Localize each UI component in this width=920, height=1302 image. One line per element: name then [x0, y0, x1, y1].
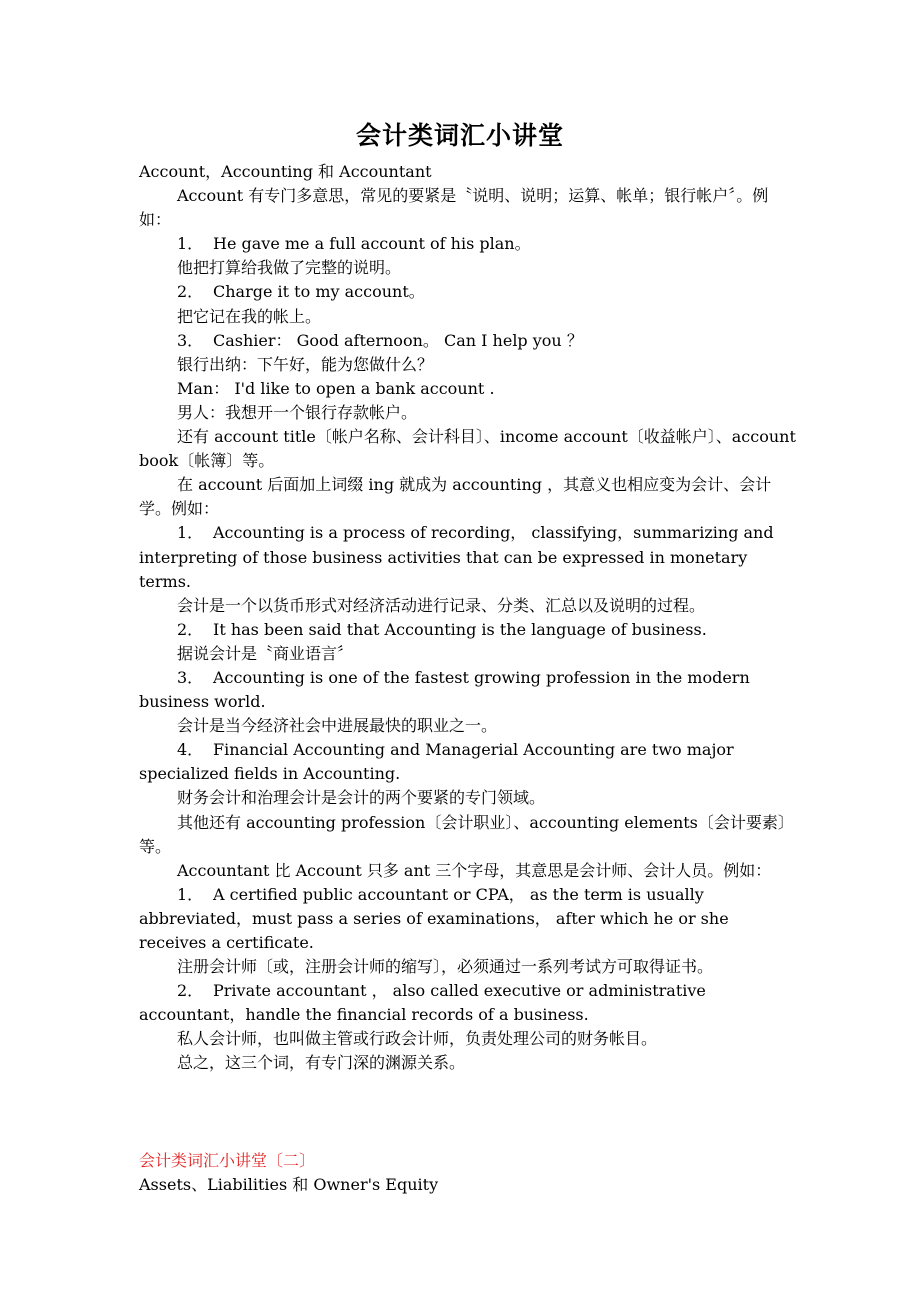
accountant-intro-paragraph: Accountant 比 Account 只多 ant 三个字母，其意思是会计师、会计人员。例如： [177, 860, 772, 880]
accounting-example-1-zh: 会计是一个以货币形式对经济活动进行记录、分类、汇总以及说明的过程。 [177, 595, 706, 615]
accountant-example-1-zh: 注册会计师〔或，注册会计师的缩写〕，必须通过一系列考试方可取得证书。 [177, 957, 714, 977]
accountant-example-2-zh: 私人会计师，也叫做主管或行政会计师，负责处理公司的财务帐目。 [177, 1029, 658, 1049]
accounting-intro-paragraph: 在 account 后面加上词缀 ing 就成为 accounting ，其意义也相应变为会计、会计学。例如： [139, 475, 772, 519]
account-example-3-zh2: 男人：我想开一个银行存款帐户。 [177, 402, 418, 422]
example-english: Cashier： Good afternoon。 Can I help you ？ [213, 330, 583, 350]
document-body [139, 160, 797, 1197]
accounting-example-2-en [139, 618, 797, 642]
account-example-2-en [139, 280, 797, 304]
summary-paragraph: 总之，这三个词，有专门深的渊源关系。 [177, 1053, 466, 1073]
account-example-2-zh: 把它记在我的帐上。 [177, 306, 322, 326]
account-example-1-zh: 他把打算给我做了完整的说明。 [177, 258, 402, 278]
account-example-3-en2: Man： I'd like to open a bank account . [177, 378, 495, 398]
example-number: 2． [177, 282, 204, 302]
page-title: 会计类词汇小讲堂 [355, 121, 564, 150]
example-english: Financial Accounting and Managerial Accounting are two major specialized fields in Accounting. [139, 740, 734, 784]
example-number: 2． [177, 981, 204, 1001]
section-2-title: 会计类词汇小讲堂〔二〕 [139, 1150, 316, 1170]
example-english: Accounting is one of the fastest growing profession in the modern business world. [139, 667, 750, 712]
accountant-example-2-en [139, 979, 797, 1027]
example-english: Accounting is a process of recording， classifying，summarizing and interpreting of those business activities that can be expressed in monetary terms. [139, 523, 774, 591]
example-number: 2． [177, 619, 204, 639]
accounting-example-3-en [139, 666, 797, 714]
example-number: 4． [177, 740, 204, 760]
account-intro-paragraph: Account 有专门多意思，常见的要紧是〝说明、说明；运算、帐单；银行帐户〞。例如： [139, 186, 769, 230]
example-english: Charge it to my account。 [213, 282, 425, 302]
accounting-others-paragraph: 其他还有 accounting profession〔会计职业〕、accounting elements〔会计要素〕等。 [139, 812, 794, 856]
example-english: It has been said that Accounting is the language of business. [213, 619, 707, 639]
accounting-example-3-zh: 会计是当今经济社会中进展最快的职业之一。 [177, 716, 498, 736]
example-number: 1． [177, 884, 204, 904]
section-2-heading: Assets、Liabilities 和 Owner's Equity [139, 1174, 439, 1194]
example-number: 1． [177, 523, 204, 543]
account-example-3-zh: 银行出纳：下午好，能为您做什么？ [177, 354, 434, 374]
heading-account-accounting-accountant: Account，Accounting 和 Accountant [139, 162, 432, 181]
account-others-paragraph: 还有 account title〔帐户名称、会计科目〕、income account〔收益帐户〕、account book〔帐簿〕等。 [139, 427, 796, 471]
account-example-3-en [139, 329, 797, 353]
accounting-example-4-zh: 财务会计和治理会计是会计的两个要紧的专门领域。 [177, 788, 546, 808]
example-english: Private accountant ， also called executive or administrative accountant，handle the financial records of a business. [139, 981, 706, 1025]
account-example-1-en [139, 232, 797, 256]
example-number: 1． [177, 234, 204, 254]
accounting-example-2-zh: 据说会计是〝商业语言〞 [177, 643, 354, 663]
accountant-example-1-en [139, 883, 797, 955]
section-spacer [139, 1076, 797, 1149]
example-number: 3． [177, 667, 204, 687]
example-english: A certified public accountant or CPA， as the term is usually abbreviated，must pass a series of examinations， after which he or she receives a certificate. [139, 884, 729, 952]
accounting-example-4-en [139, 738, 797, 786]
example-english: He gave me a full account of his plan。 [213, 234, 531, 254]
example-number: 3． [177, 330, 204, 350]
accounting-example-1-en [139, 521, 797, 593]
